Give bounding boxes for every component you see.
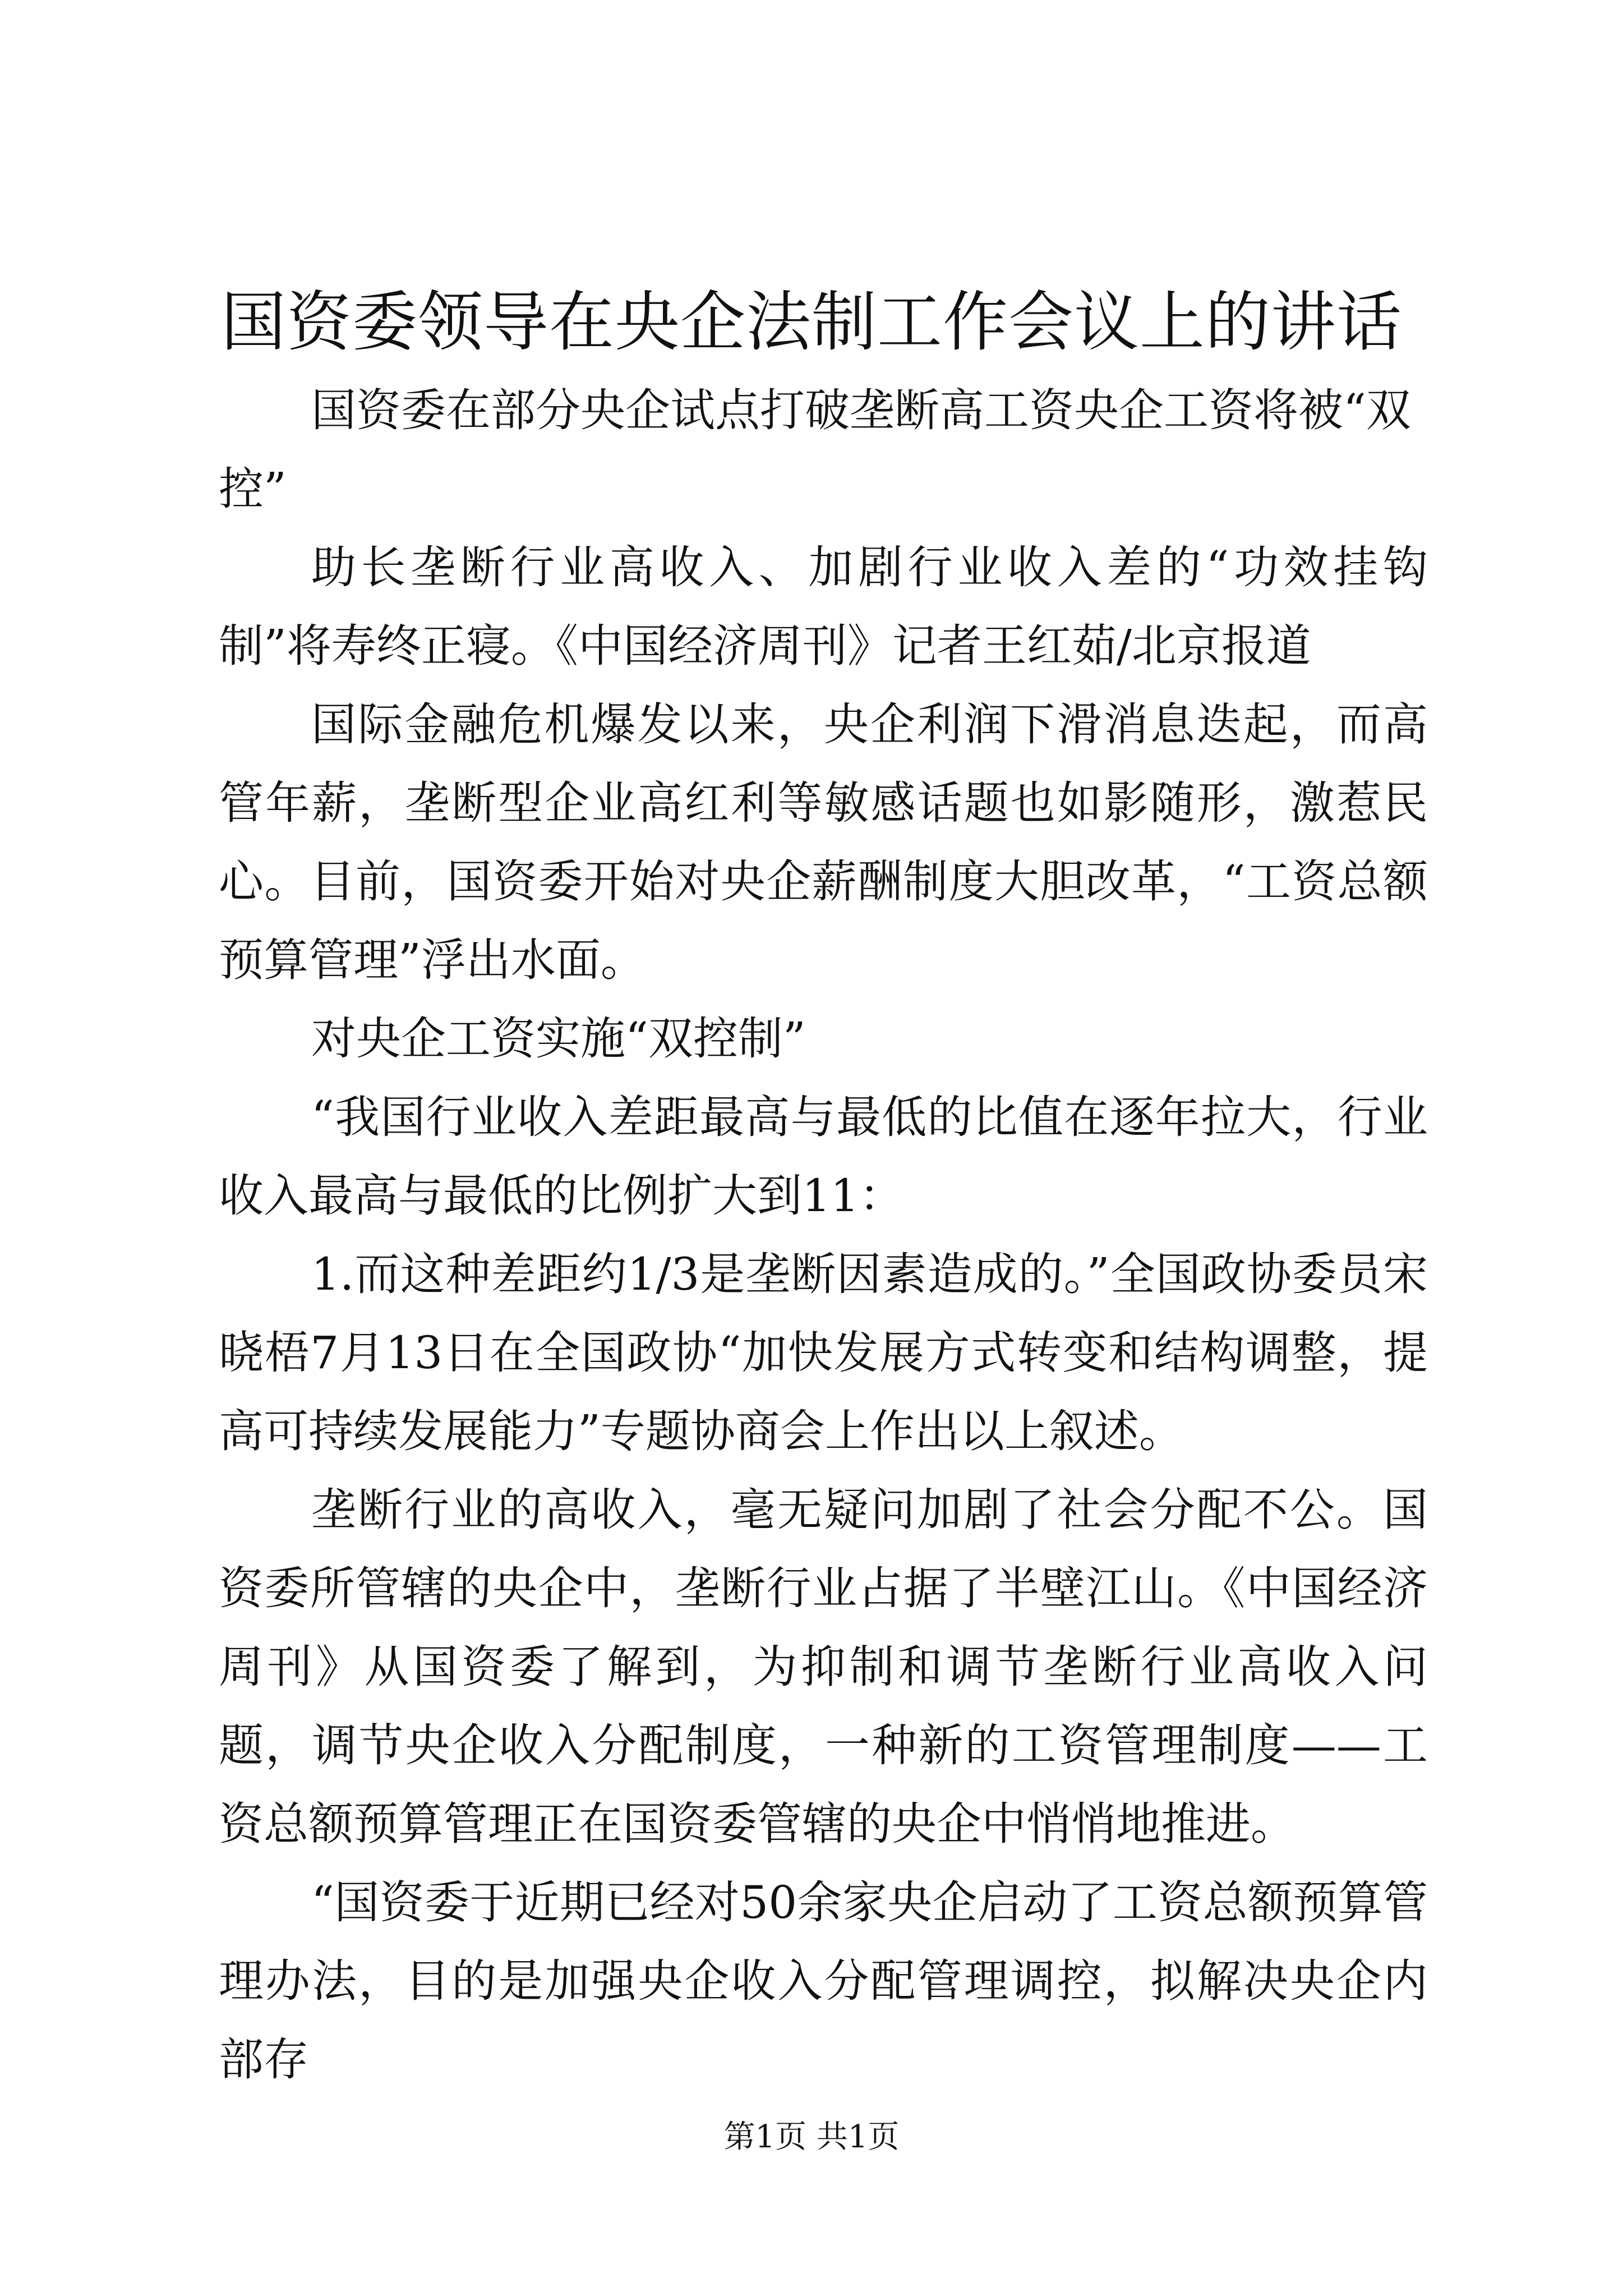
paragraph-3: 国际金融危机爆发以来，央企利润下滑消息迭起，而高管年薪，垄断型企业高红利等敏感话题也如影随形，激惹民心。目前，国资委开始对央企薪酬制度大胆改革，“工资总额预算管理”浮出水面。 bbox=[219, 698, 1428, 986]
paragraph-4: 对央企工资实施“双控制” bbox=[311, 1013, 806, 1065]
paragraph-1: 国资委在部分央企试点打破垄断高工资央企工资将被“双控” bbox=[219, 384, 1411, 515]
paragraph-5: “我国行业收入差距最高与最低的比值在逐年拉大，行业收入最高与最低的比例扩大到11： bbox=[219, 1091, 1428, 1222]
paragraph-2: 助长垄断行业高收入、加剧行业收入差的“功效挂钩制”将寿终正寝。《中国经济周刊》记者王红茹/北京报道 bbox=[219, 541, 1428, 672]
document-title: 国资委领导在央企法制工作会议上的讲话 bbox=[221, 284, 1402, 360]
paragraph-7: 垄断行业的高收入，毫无疑问加剧了社会分配不公。国资委所管辖的央企中，垄断行业占据了半壁江山。《中国经济周刊》从国资委了解到，为抑制和调节垄断行业高收入问题，调节央企收入分配制度，一种新的工资管理制度——工资总额预算管理正在国资委管辖的央企中悄悄地推进。 bbox=[219, 1484, 1428, 1850]
paragraph-8: “国资委于近期已经对50余家央企启动了工资总额预算管理办法，目的是加强央企收入分配管理调控，拟解决央企内部存 bbox=[219, 1876, 1428, 2086]
page-footer: 第1页 共1页 bbox=[723, 2119, 900, 2155]
document-body bbox=[219, 371, 1428, 2099]
paragraph-6: 1.而这种差距约1/3是垄断因素造成的。”全国政协委员宋晓梧7月13日在全国政协“加快发展方式转变和结构调整，提高可持续发展能力”专题协商会上作出以上叙述。 bbox=[219, 1248, 1428, 1457]
